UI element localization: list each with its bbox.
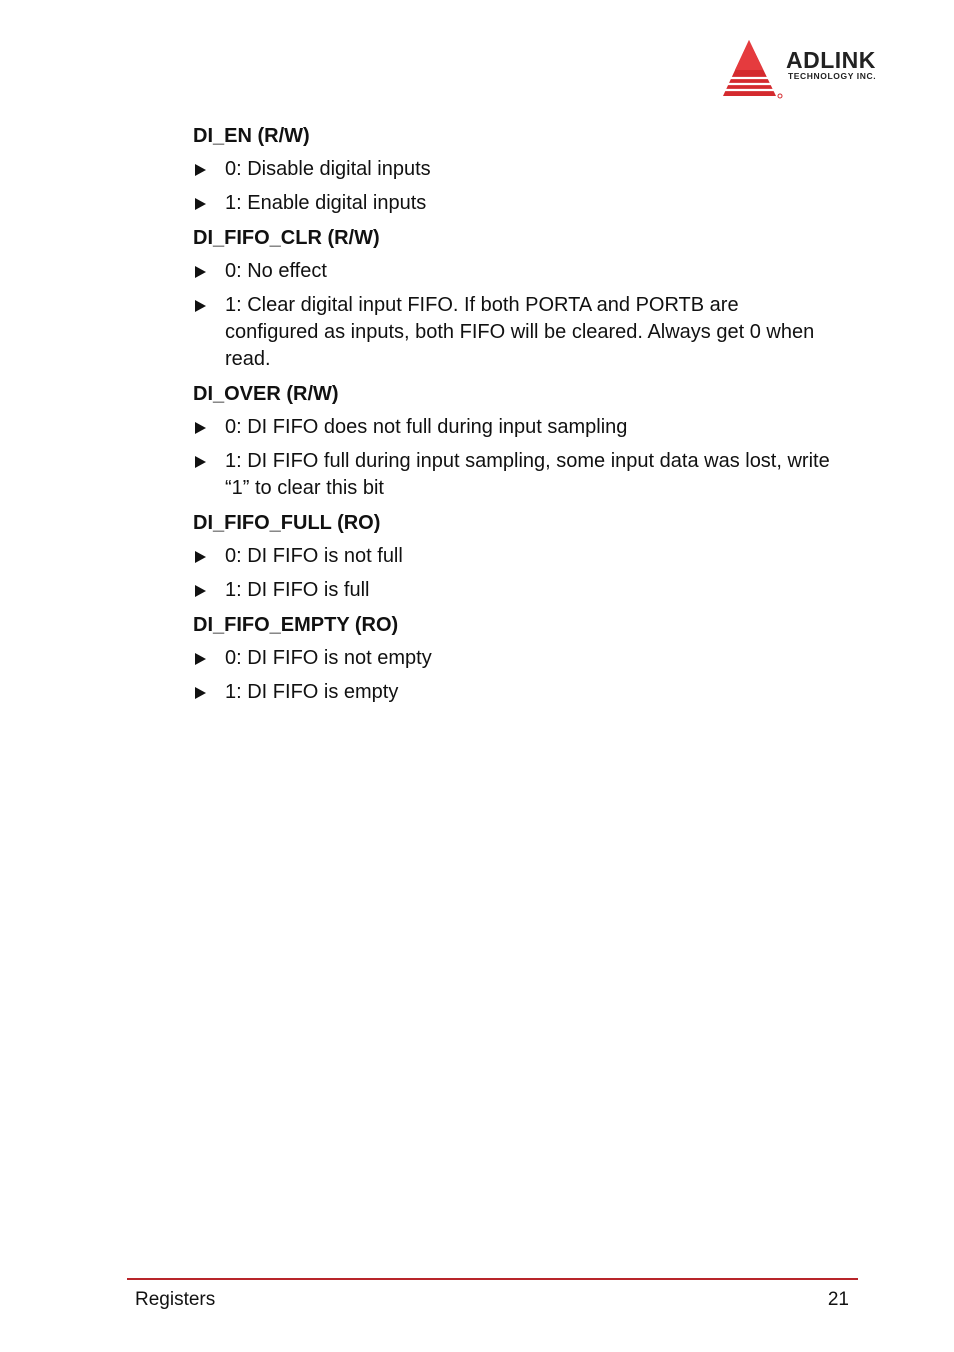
section-di-fifo-clr	[193, 224, 833, 373]
bullet-triangle-icon	[195, 198, 206, 210]
list-item-text: 1: Enable digital inputs	[225, 192, 427, 214]
footer-page-number: 21	[827, 1289, 849, 1310]
list-item	[193, 543, 833, 570]
section-di-over	[193, 380, 833, 502]
section-heading: DI_OVER (R/W)	[193, 383, 339, 405]
list-item	[193, 414, 833, 441]
bullet-triangle-icon	[195, 687, 206, 699]
list-item-text: 0: DI FIFO is not full	[225, 545, 403, 567]
section-heading: DI_FIFO_EMPTY (RO)	[193, 614, 399, 636]
footer-section-name: Registers	[135, 1289, 216, 1310]
list-item	[193, 679, 833, 706]
section-di-en	[193, 122, 833, 217]
adlink-logo	[722, 38, 912, 100]
list-item	[193, 190, 833, 217]
section-heading: DI_EN (R/W)	[193, 125, 310, 147]
bullet-triangle-icon	[195, 300, 206, 312]
section-di-fifo-full	[193, 509, 833, 604]
bullet-triangle-icon	[195, 422, 206, 434]
section-di-fifo-empty	[193, 611, 833, 706]
register-fields	[193, 122, 833, 713]
section-heading: DI_FIFO_CLR (R/W)	[193, 227, 380, 249]
list-item	[193, 448, 833, 502]
list-item-text: 1: DI FIFO full during input sampling, some input data was lost, write “1” to clear this bit	[225, 450, 830, 499]
list-item	[193, 156, 833, 183]
section-heading: DI_FIFO_FULL (RO)	[193, 512, 381, 534]
list-item-text: 0: DI FIFO does not full during input sampling	[225, 416, 628, 438]
list-item-text: 1: DI FIFO is empty	[225, 681, 399, 703]
list-item	[193, 258, 833, 285]
bullet-triangle-icon	[195, 551, 206, 563]
bullet-triangle-icon	[195, 585, 206, 597]
bullet-triangle-icon	[195, 456, 206, 468]
footer-divider	[127, 1278, 858, 1280]
list-item-text: 0: Disable digital inputs	[225, 158, 431, 180]
list-item	[193, 292, 833, 373]
bullet-triangle-icon	[195, 653, 206, 665]
list-item-text: 0: No effect	[225, 260, 327, 282]
bullet-triangle-icon	[195, 164, 206, 176]
list-item	[193, 645, 833, 672]
logo-wordmark: ADLINK	[786, 47, 876, 73]
list-item	[193, 577, 833, 604]
list-item-text: 1: Clear digital input FIFO. If both PORTA and PORTB are configured as inputs, both FIFO will be cleared. Always get 0 when read.	[225, 294, 815, 370]
list-item-text: 1: DI FIFO is full	[225, 579, 370, 601]
adlink-triangle-icon	[722, 38, 786, 100]
bullet-triangle-icon	[195, 266, 206, 278]
list-item-text: 0: DI FIFO is not empty	[225, 647, 432, 669]
logo-subtitle: TECHNOLOGY INC.	[788, 71, 877, 81]
